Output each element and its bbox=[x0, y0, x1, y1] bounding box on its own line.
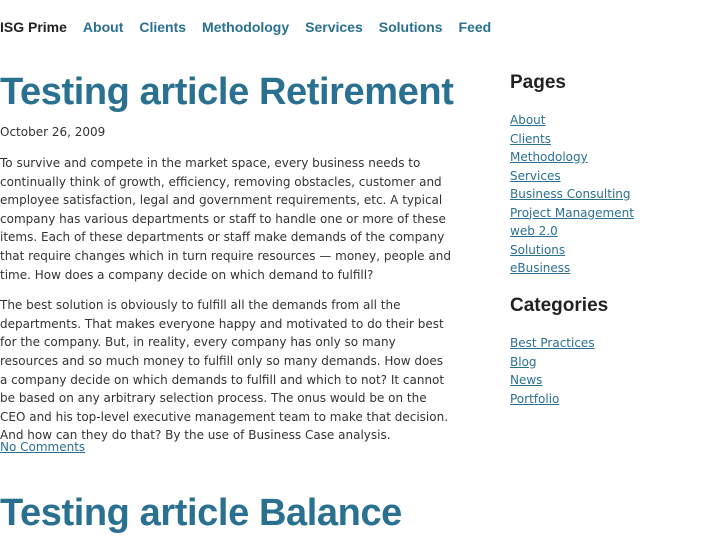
page-link-clients[interactable]: Clients bbox=[510, 131, 551, 146]
post-paragraph: To survive and compete in the market space, every business needs to continually think of growth, efficiency, removing obstacles, customer and employee satisfaction, legal and government requirements, etc. A typical company has various departments or staff to handle one or more of these items. Each of these departments or staff make demands of the company that require changes which in turn require resources — money, people and time. How does a company decide on which demand to fulfill? bbox=[0, 156, 451, 282]
nav-link-methodology[interactable]: Methodology bbox=[202, 19, 290, 35]
nav-link-services[interactable]: Services bbox=[305, 19, 363, 35]
page-link-services[interactable]: Services bbox=[510, 168, 561, 183]
pages-heading: Pages bbox=[510, 72, 566, 93]
list-item bbox=[510, 241, 634, 260]
list-item bbox=[510, 167, 634, 186]
post-title-link[interactable]: Testing article Retirement bbox=[0, 71, 454, 113]
nav-link-feed[interactable]: Feed bbox=[458, 19, 492, 35]
page-link-project-management[interactable]: Project Management bbox=[510, 205, 634, 220]
list-item bbox=[510, 130, 634, 149]
categories-list bbox=[510, 334, 595, 408]
category-link-news[interactable]: News bbox=[510, 373, 543, 387]
list-item bbox=[510, 334, 595, 353]
list-item bbox=[510, 204, 634, 223]
list-item bbox=[510, 185, 634, 204]
page-link-methodology[interactable]: Methodology bbox=[510, 150, 588, 164]
site-brand-link[interactable]: ISG Prime bbox=[0, 19, 67, 35]
post-paragraph: The best solution is obviously to fulfill all the demands from all the departments. That makes everyone happy and motivated to do their best for the company. But, in reality, every company has only so many resources and so much money to fulfill only so many demands. How does a company decide on which demands to fulfill and which to not? It cannot be based on any arbitrary selection process. The onus would be on the CEO and his top-level executive management team to make that decision. And how can they do that? By the use of Business Case analysis. bbox=[0, 298, 449, 443]
page-link-ebusiness[interactable]: eBusiness bbox=[510, 261, 571, 275]
list-item bbox=[510, 371, 595, 390]
pages-list bbox=[510, 111, 634, 278]
list-item bbox=[510, 259, 634, 278]
category-link-portfolio[interactable]: Portfolio bbox=[510, 391, 560, 406]
page-link-about[interactable]: About bbox=[510, 113, 546, 127]
category-link-best-practices[interactable]: Best Practices bbox=[510, 336, 595, 350]
page-link-web-2-0[interactable]: web 2.0 bbox=[510, 224, 558, 238]
list-item bbox=[510, 111, 634, 130]
post-body bbox=[0, 154, 452, 457]
list-item bbox=[510, 390, 595, 409]
categories-heading: Categories bbox=[510, 295, 609, 316]
post-title-link[interactable]: Testing article Balance bbox=[0, 492, 402, 534]
list-item bbox=[510, 353, 595, 372]
comments-link[interactable]: No Comments bbox=[0, 440, 86, 454]
page-link-solutions[interactable]: Solutions bbox=[510, 242, 566, 257]
nav-link-clients[interactable]: Clients bbox=[139, 19, 187, 35]
nav-link-solutions[interactable]: Solutions bbox=[378, 19, 443, 35]
list-item bbox=[510, 148, 634, 167]
top-nav bbox=[0, 19, 507, 36]
category-link-blog[interactable]: Blog bbox=[510, 354, 537, 369]
nav-link-about[interactable]: About bbox=[82, 19, 124, 35]
page-link-business-consulting[interactable]: Business Consulting bbox=[510, 187, 631, 201]
post-date: October 26, 2009 bbox=[0, 125, 106, 139]
list-item bbox=[510, 222, 634, 241]
